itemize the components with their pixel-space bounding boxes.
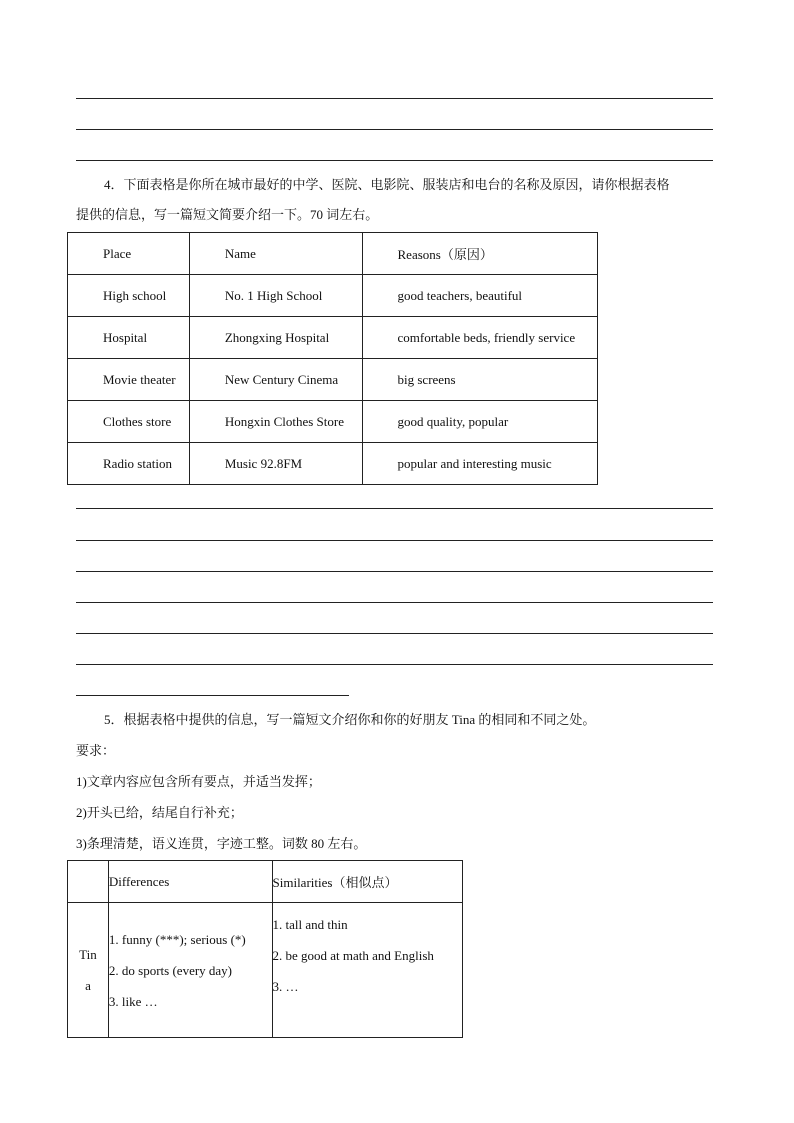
writing-line (76, 602, 713, 603)
writing-line (76, 571, 713, 572)
q5-requirement-2: 2)开头已给，结尾自行补充； (76, 805, 243, 820)
table-cell: Hospital (68, 317, 190, 359)
writing-line (76, 633, 713, 634)
header-reasons: Reasons（原因） (362, 233, 598, 275)
table-cell: Zhongxing Hospital (189, 317, 362, 359)
writing-line (76, 129, 713, 130)
writing-line (76, 98, 713, 99)
table-cell: good quality, popular (362, 401, 598, 443)
similarity-item: 2. be good at math and English (272, 948, 434, 963)
row-label-line-1: Tin (79, 947, 97, 962)
similarity-item: 3. … (272, 979, 299, 994)
writing-line-short (76, 695, 349, 696)
table-row (68, 359, 598, 401)
table-row (68, 401, 598, 443)
table-row (68, 317, 598, 359)
q5-requirement-1: 1)文章内容应包含所有要点，并适当发挥； (76, 774, 321, 789)
table-cell: Radio station (68, 443, 190, 485)
writing-line (76, 508, 713, 509)
table-cell: comfortable beds, friendly service (362, 317, 598, 359)
table-row (68, 903, 463, 1038)
table-cell: Music 92.8FM (189, 443, 362, 485)
table-cell: New Century Cinema (189, 359, 362, 401)
q4-prompt-line-2: 提供的信息，写一篇短文简要介绍一下。70 词左右。 (76, 207, 379, 222)
table-cell: No. 1 High School (189, 275, 362, 317)
table-cell: big screens (362, 359, 598, 401)
difference-item: 1. funny (***); serious (*) (108, 931, 246, 947)
similarities-cell (272, 903, 463, 1038)
q5-prompt-line-1: 5．根据表格中提供的信息，写一篇短文介绍你和你的好朋友 Tina 的相同和不同之处。 (104, 712, 596, 727)
header-place: Place (68, 233, 190, 275)
q5-requirements-label: 要求： (76, 743, 116, 758)
similarity-item: 1. tall and thin (272, 917, 348, 932)
differences-cell (108, 903, 272, 1038)
header-name: Name (189, 233, 362, 275)
difference-item: 3. like … (108, 993, 158, 1009)
q4-prompt-line-1: 4．下面表格是你所在城市最好的中学、医院、电影院、服装店和电台的名称及原因，请你根据表格 (104, 177, 670, 192)
header-differences: Differences (108, 861, 272, 903)
table-cell: Hongxin Clothes Store (189, 401, 362, 443)
q5-table (67, 860, 463, 1038)
table-header-row (68, 233, 598, 275)
q4-table (67, 232, 598, 485)
table-row (68, 443, 598, 485)
header-empty (68, 861, 109, 903)
writing-line (76, 664, 713, 665)
row-label-line-2: a (85, 978, 91, 993)
table-cell: popular and interesting music (362, 443, 598, 485)
q5-requirement-3: 3)条理清楚，语义连贯，字迹工整。词数 80 左右。 (76, 836, 367, 851)
table-cell: Movie theater (68, 359, 190, 401)
table-row (68, 275, 598, 317)
table-cell: good teachers, beautiful (362, 275, 598, 317)
difference-item: 2. do sports (every day) (108, 962, 233, 978)
writing-line (76, 540, 713, 541)
table-header-row (68, 861, 463, 903)
table-cell: Clothes store (68, 401, 190, 443)
table-cell: High school (68, 275, 190, 317)
header-similarities: Similarities（相似点） (272, 861, 463, 903)
writing-line (76, 160, 713, 161)
row-label-cell (68, 903, 109, 1038)
